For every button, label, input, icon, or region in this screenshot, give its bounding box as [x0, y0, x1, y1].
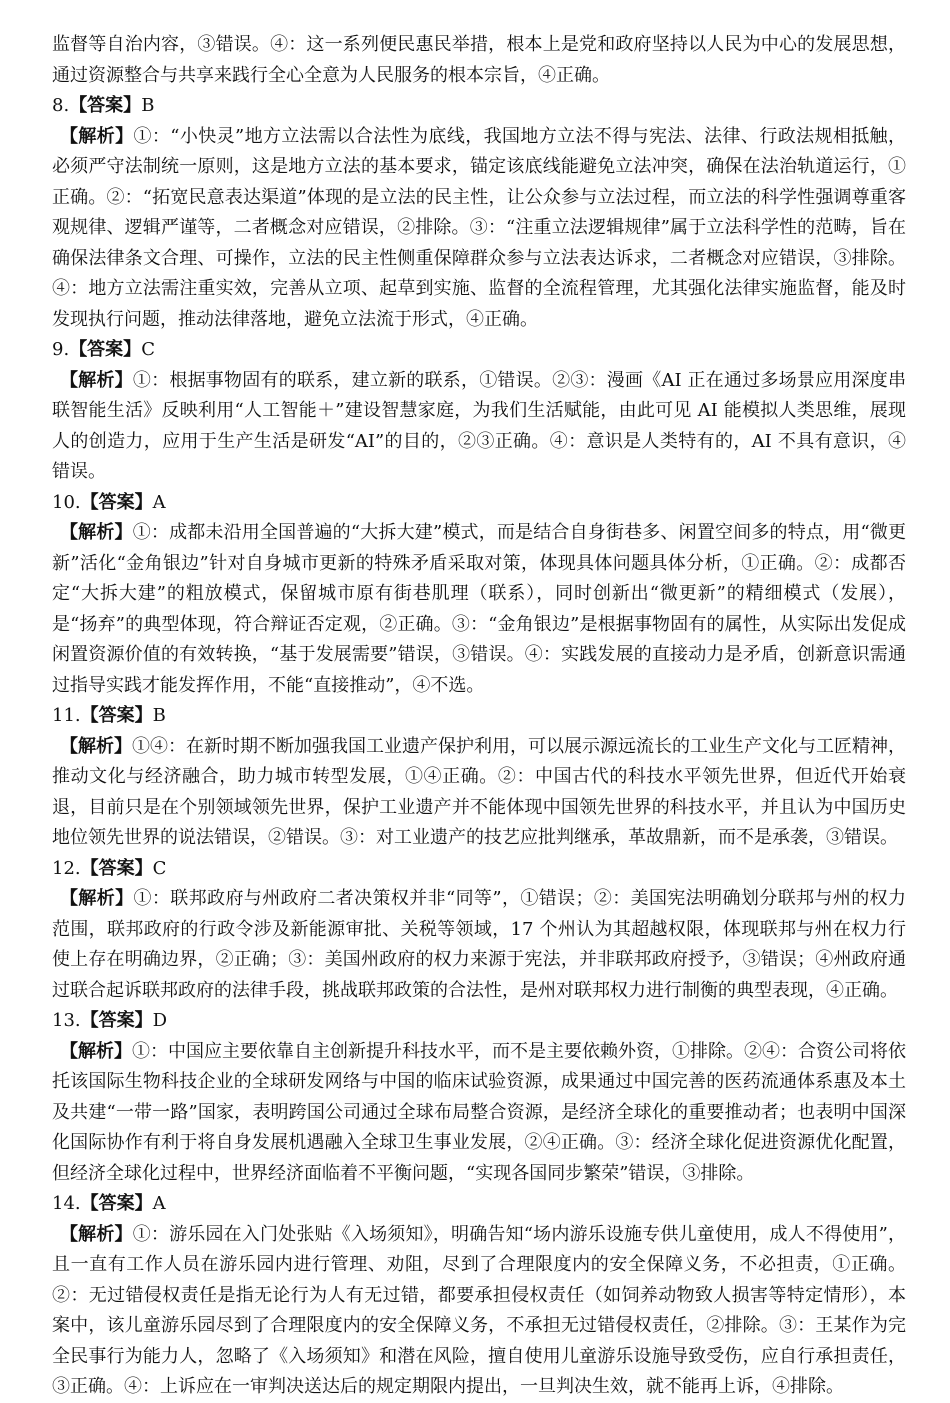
- analysis-paragraph: [52, 732, 906, 854]
- analysis-text: ①④：在新时期不断加强我国工业遗产保护利用，可以展示源远流长的工业生产文化与工匠精神，推动文化与经济融合，助力城市转型发展，①④正确。②：中国古代的科技水平领先世界，但近代开始衰退，目前只是在个别领域领先世界，保护工业遗产并不能体现中国领先世界的科技水平，并且认为中国历史地位领先世界的说法错误，②错误。③：对工业遗产的技艺应批判继承，革故鼎新，而不是承袭，③错误。: [52, 735, 906, 848]
- question-number: 11.: [52, 705, 81, 726]
- question-number: 9.: [52, 339, 70, 360]
- analysis-tag: 【解析】: [60, 888, 134, 909]
- analysis-tag: 【解析】: [60, 735, 132, 757]
- analysis-paragraph: [52, 122, 906, 336]
- analysis-paragraph: [52, 366, 906, 488]
- analysis-text: ①：成都未沿用全国普遍的“大拆大建”模式，而是结合自身街巷多、闲置空间多的特点，用“微更新”活化“金角银边”针对自身城市更新的特殊矛盾采取对策，体现具体问题具体分析，①正确。②：成都否定“大拆大建”的粗放模式，保留城市原有街巷肌理（联系），同时创新出“微更新”的精细模式（发展），是“扬弃”的典型体现，符合辩证否定观，②正确。③：“金角银边”是根据事物固有的属性，从实际出发促成闲置资源价值的有效转换，“基于发展需要”错误，③错误。④：实践发展的直接动力是矛盾，创新意识需通过指导实践才能发挥作用，不能“直接推动”，④不选。: [52, 522, 906, 696]
- answer-tag: 【答案】: [80, 1010, 153, 1031]
- analysis-tag: 【解析】: [60, 1223, 133, 1245]
- answer-value: C: [152, 857, 167, 879]
- question-10: [52, 488, 906, 702]
- question-number: 10.: [52, 491, 81, 513]
- intro-paragraph: 监督等自治内容，③错误。④：这一系列便民惠民举措，根本上是党和政府坚持以人民为中心的发展思想，通过资源整合与共享来践行全心全意为人民服务的根本宗旨，④正确。: [52, 34, 906, 86]
- analysis-tag: 【解析】: [60, 369, 133, 391]
- answer-line: [52, 488, 906, 519]
- answer-tag: 【答案】: [69, 95, 142, 116]
- answer-value: B: [141, 95, 155, 116]
- answer-value: D: [152, 1010, 168, 1031]
- analysis-tag: 【解析】: [60, 125, 134, 147]
- answer-line: [52, 701, 906, 732]
- answer-line: [52, 91, 906, 122]
- question-12: [52, 854, 906, 1007]
- answer-tag: 【答案】: [80, 1193, 153, 1214]
- analysis-tag: 【解析】: [60, 1040, 132, 1062]
- answer-tag: 【答案】: [80, 491, 153, 513]
- analysis-paragraph: [52, 1037, 906, 1190]
- analysis-paragraph: [52, 518, 906, 701]
- answer-line: [52, 335, 906, 366]
- question-14: [52, 1189, 906, 1403]
- analysis-text: ①：根据事物固有的联系，建立新的联系，①错误。②③：漫画《AI 正在通过多场景应用深度串联智能生活》反映利用“人工智能＋”建设智慧家庭，为我们生活赋能，由此可见 AI 能模拟人类思维，展现人的创造力，应用于生产生活是研发“AI”的目的，②③正确。④：意识是人类特有的，AI 不具有意识，④错误。: [52, 369, 907, 482]
- question-number: 12.: [52, 857, 81, 879]
- question-number: 8.: [52, 95, 70, 116]
- answer-value: A: [152, 1193, 166, 1214]
- answer-value: A: [152, 491, 166, 513]
- answer-line: [52, 1189, 906, 1220]
- question-13: [52, 1006, 906, 1189]
- answer-tag: 【答案】: [80, 705, 153, 726]
- answer-value: C: [141, 339, 155, 360]
- question-number: 14.: [52, 1193, 81, 1214]
- analysis-paragraph: [52, 1220, 906, 1403]
- question-8: [52, 91, 906, 335]
- analysis-text: ①：联邦政府与州政府二者决策权并非“同等”，①错误；②：美国宪法明确划分联邦与州的权力范围，联邦政府的行政令涉及新能源审批、关税等领域，17 个州认为其超越权限，体现联邦与州在权力行使上存在明确边界，②正确；③：美国州政府的权力来源于宪法，并非联邦政府授予，③错误；④州政府通过联合起诉联邦政府的法律手段，挑战联邦政策的合法性，是州对联邦权力进行制衡的典型表现，④正确。: [52, 888, 906, 1001]
- analysis-tag: 【解析】: [60, 522, 133, 543]
- question-11: [52, 701, 906, 854]
- question-number: 13.: [52, 1010, 81, 1031]
- answer-tag: 【答案】: [80, 857, 153, 879]
- answer-value: B: [152, 705, 166, 726]
- analysis-text: ①：中国应主要依靠自主创新提升科技水平，而不是主要依赖外资，①排除。②④：合资公司将依托该国际生物科技企业的全球研发网络与中国的临床试验资源，成果通过中国完善的医药流通体系惠及本土及共建“一带一路”国家，表明跨国公司通过全球布局整合资源，是经济全球化的重要推动者；也表明中国深化国际协作有利于将自身发展机遇融入全球卫生事业发展，②④正确。③：经济全球化促进资源优化配置，但经济全球化过程中，世界经济面临着不平衡问题，“实现各国同步繁荣”错误，③排除。: [52, 1040, 906, 1184]
- question-9: [52, 335, 906, 488]
- answer-line: [52, 1006, 906, 1037]
- analysis-text: ①：游乐园在入门处张贴《入场须知》，明确告知“场内游乐设施专供儿童使用，成人不得使用”，且一直有工作人员在游乐园内进行管理、劝阻，尽到了合理限度内的安全保障义务，不必担责，①正确。②：无过错侵权责任是指无论行为人有无过错，都要承担侵权责任（如饲养动物致人损害等特定情形），本案中，该儿童游乐园尽到了合理限度内的安全保障义务，不承担无过错侵权责任，②排除。③：王某作为完全民事行为能力人，忽略了《入场须知》和潜在风险，擅自使用儿童游乐设施导致受伤，应自行承担责任，③正确。④：上诉应在一审判决送达后的规定期限内提出，一旦判决生效，就不能再上诉，④排除。: [52, 1223, 906, 1397]
- answer-tag: 【答案】: [69, 339, 142, 360]
- analysis-paragraph: [52, 884, 906, 1006]
- answer-line: [52, 854, 906, 885]
- analysis-text: ①：“小快灵”地方立法需以合法性为底线，我国地方立法不得与宪法、法律、行政法规相抵触，必须严守法制统一原则，这是地方立法的基本要求，锚定该底线能避免立法冲突，确保在法治轨道运行，①正确。②：“拓宽民意表达渠道”体现的是立法的民主性，让公众参与立法过程，而立法的科学性强调尊重客观规律、逻辑严谨等，二者概念对应错误，②排除。③：“注重立法逻辑规律”属于立法科学性的范畴，旨在确保法律条文合理、可操作，立法的民主性侧重保障群众参与立法表达诉求，二者概念对应错误，③排除。④：地方立法需注重实效，完善从立项、起草到实施、监督的全流程管理，尤其强化法律实施监督，能及时发现执行问题，推动法律落地，避免立法流于形式，④正确。: [52, 125, 906, 330]
